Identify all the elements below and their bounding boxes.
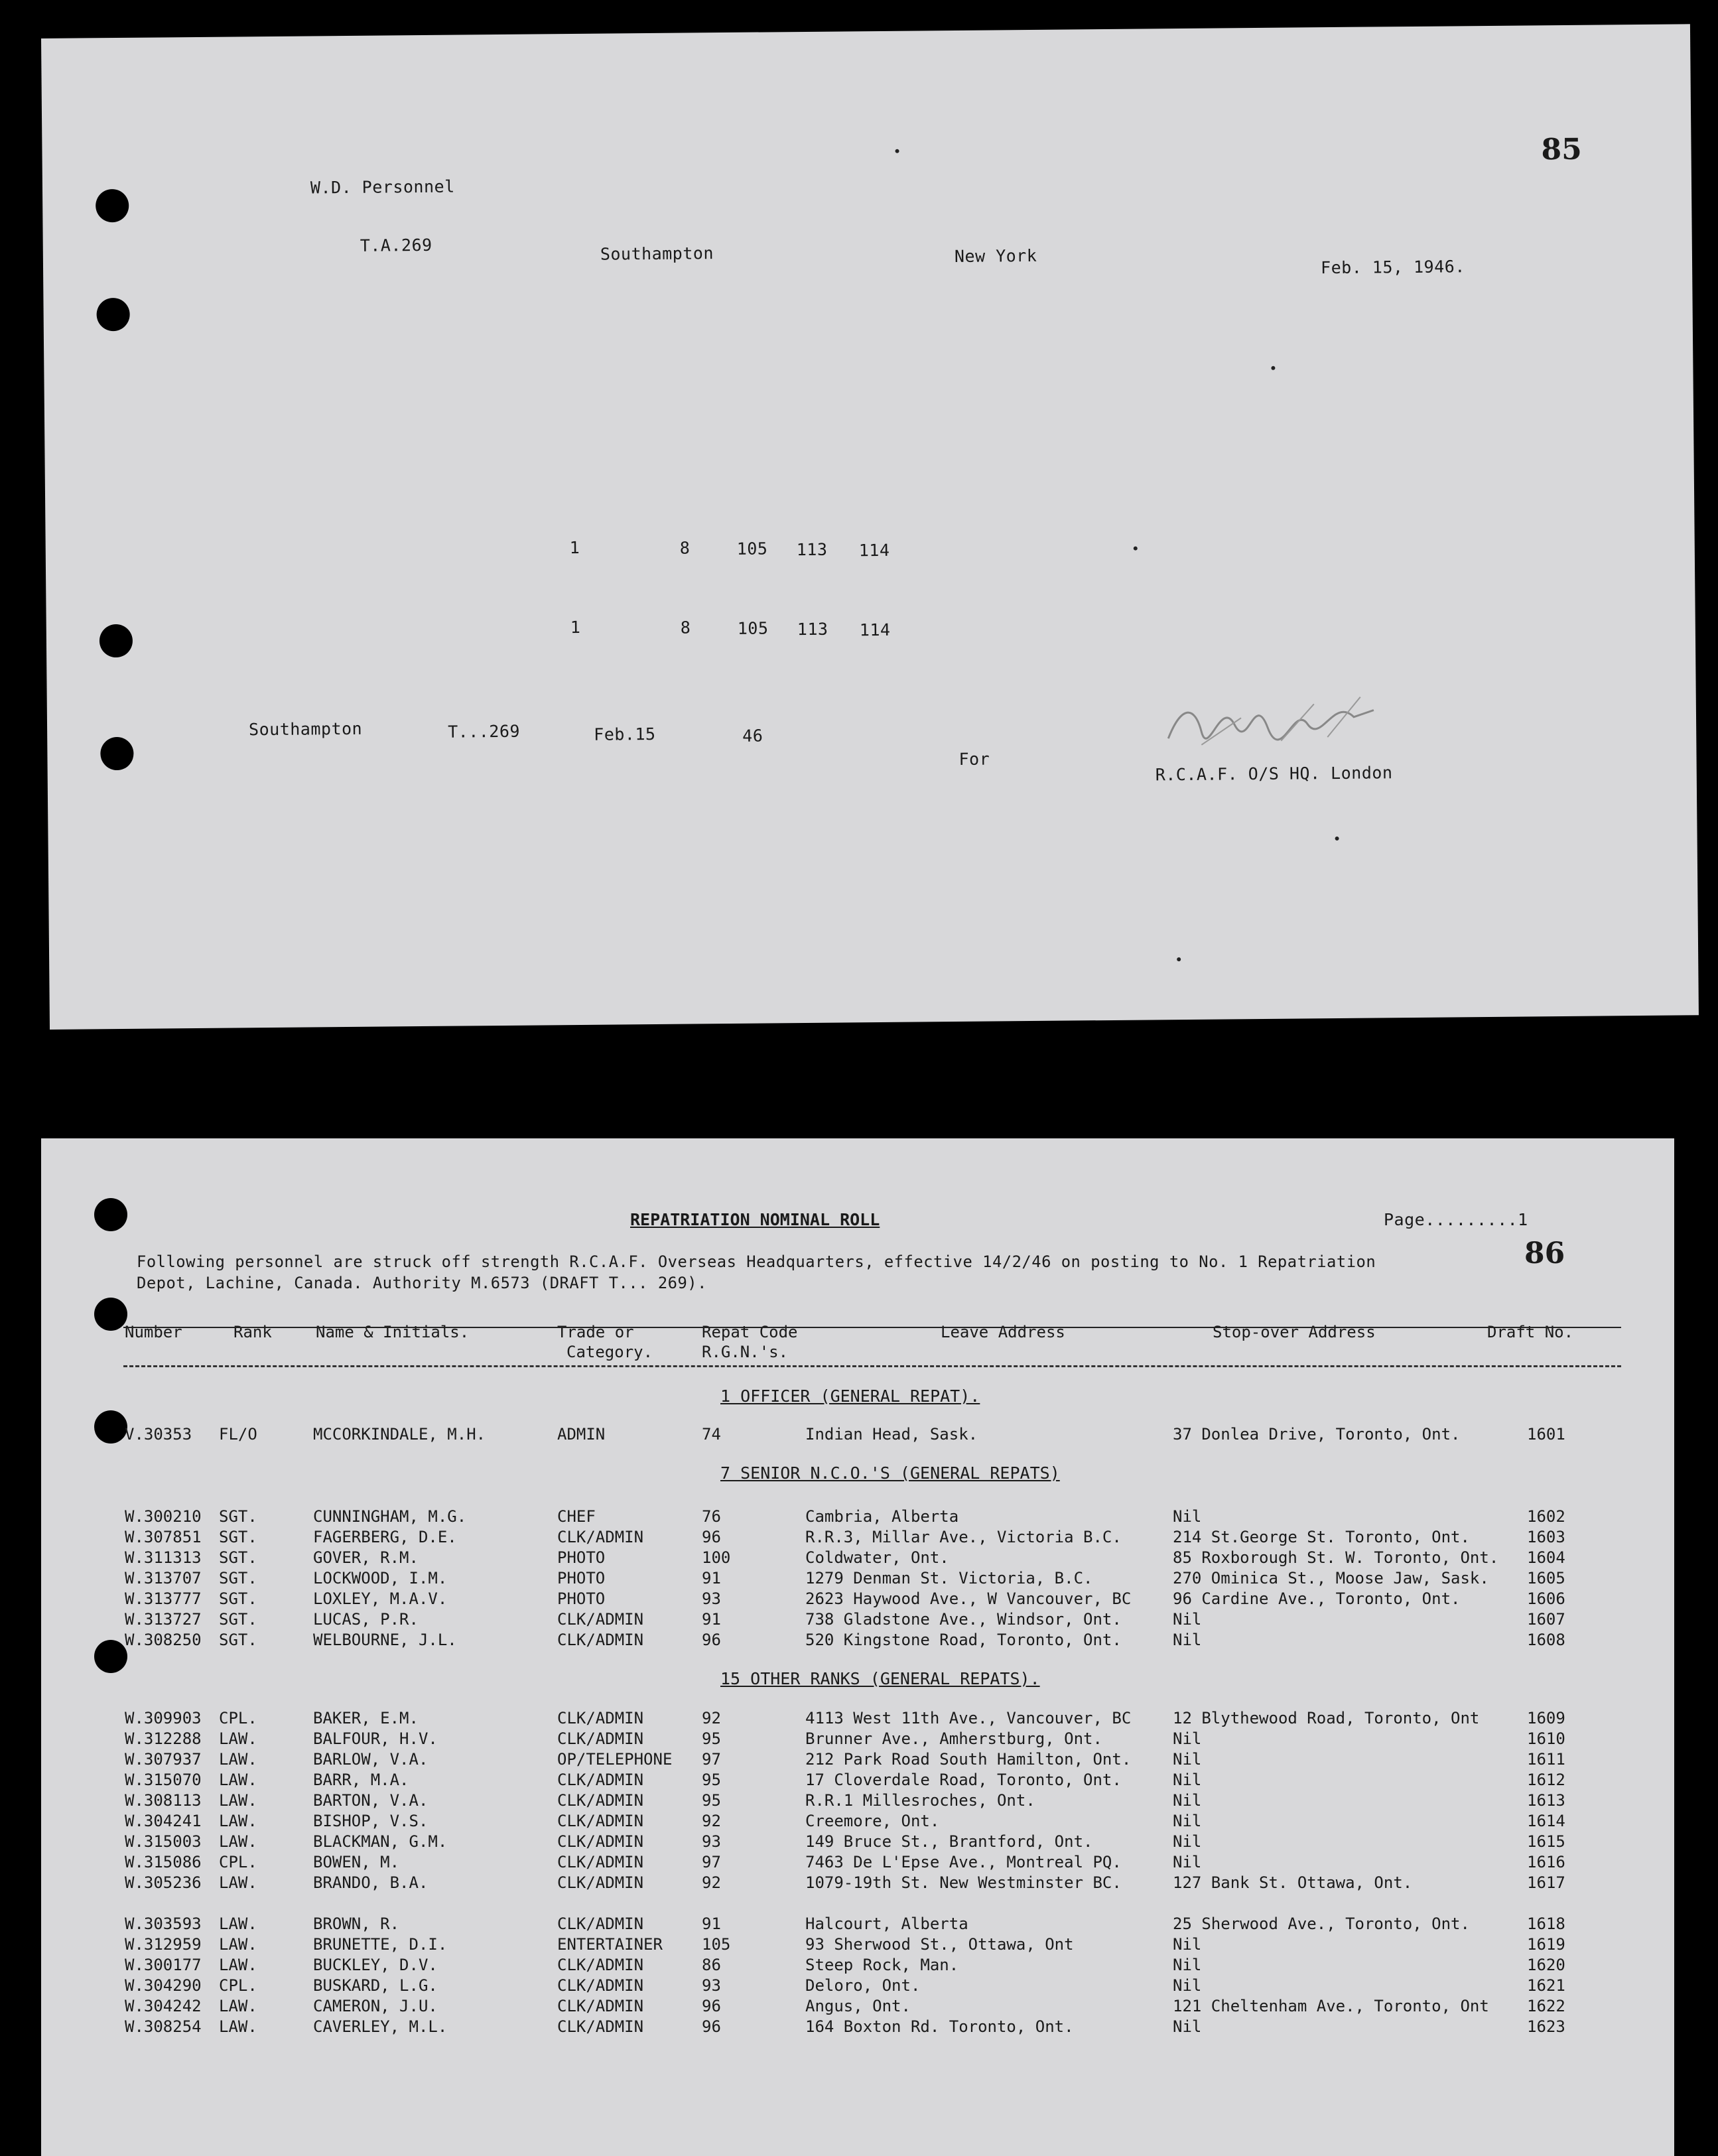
cell-stopover-address: Nil: [1173, 1610, 1202, 1629]
table-row: [41, 1956, 1674, 1976]
paper-speck: [1271, 366, 1275, 370]
table-row: [41, 1997, 1674, 2017]
cell-draft: 1605: [1527, 1569, 1565, 1587]
cell-number: W.315086: [125, 1853, 202, 1871]
cell-stopover-address: 25 Sherwood Ave., Toronto, Ont.: [1173, 1915, 1470, 1933]
cell-name: BUCKLEY, D.V.: [313, 1956, 438, 1974]
code-cell: 113: [797, 619, 828, 640]
cell-leave-address: 212 Park Road South Hamilton, Ont.: [805, 1750, 1132, 1769]
cell-leave-address: 4113 West 11th Ave., Vancouver, BC: [805, 1709, 1132, 1727]
cell-draft: 1608: [1527, 1631, 1565, 1649]
col-header-draft: Draft No.: [1487, 1323, 1574, 1341]
code-cell: 114: [859, 620, 891, 640]
cell-leave-address: Steep Rock, Man.: [805, 1956, 959, 1974]
cell-draft: 1607: [1527, 1610, 1565, 1629]
table-row: [41, 1589, 1674, 1609]
cell-rank: LAW.: [219, 1729, 257, 1748]
code-cell: 8: [679, 538, 691, 558]
col-header-number: Number: [125, 1323, 182, 1341]
table-row: [41, 1507, 1674, 1527]
cell-rank: LAW.: [219, 1812, 257, 1830]
cell-stopover-address: 37 Donlea Drive, Toronto, Ont.: [1173, 1425, 1461, 1444]
cell-number: W.308254: [125, 2017, 202, 2036]
table-row: [41, 1976, 1674, 1996]
cell-repat: 92: [702, 1812, 721, 1830]
cell-leave-address: 2623 Haywood Ave., W Vancouver, BC: [805, 1589, 1132, 1608]
paper-speck: [1134, 547, 1138, 551]
cell-trade: PHOTO: [557, 1569, 606, 1587]
cell-leave-address: 1079-19th St. New Westminster BC.: [805, 1873, 1122, 1892]
cell-draft: 1615: [1527, 1832, 1565, 1851]
cell-stopover-address: 214 St.George St. Toronto, Ont.: [1173, 1528, 1470, 1546]
cell-trade: PHOTO: [557, 1589, 606, 1608]
code-cell: 1: [570, 617, 581, 638]
cell-trade: CLK/ADMIN: [557, 1853, 644, 1871]
cell-leave-address: Deloro, Ont.: [805, 1976, 921, 1995]
cell-leave-address: Angus, Ont.: [805, 1997, 911, 2015]
code-cell: 8: [680, 618, 691, 638]
cell-repat: 96: [702, 1631, 721, 1649]
cell-name: BOWEN, M.: [313, 1853, 400, 1871]
cell-number: W.307937: [125, 1750, 202, 1769]
roll-title: REPATRIATION NOMINAL ROLL: [630, 1210, 880, 1229]
table-row: [41, 1915, 1674, 1934]
cell-draft: 1603: [1527, 1528, 1565, 1546]
cell-stopover-address: Nil: [1173, 1976, 1202, 1995]
code-cell: 105: [736, 539, 768, 559]
code-cell: 105: [737, 618, 769, 638]
cell-rank: CPL.: [219, 1976, 257, 1995]
table-row: [41, 1610, 1674, 1630]
cell-leave-address: 17 Cloverdale Road, Toronto, Ont.: [805, 1771, 1122, 1789]
cell-draft: 1604: [1527, 1548, 1565, 1567]
cell-name: CUNNINGHAM, M.G.: [313, 1507, 467, 1526]
cell-draft: 1620: [1527, 1956, 1565, 1974]
table-row: [41, 1631, 1674, 1651]
office-label: W.D. Personnel: [310, 176, 455, 198]
punch-hole: [96, 189, 129, 222]
cell-stopover-address: Nil: [1173, 1832, 1202, 1851]
page-number: 85: [1541, 132, 1583, 167]
cell-leave-address: Creemore, Ont.: [805, 1812, 940, 1830]
cell-number: W.308113: [125, 1791, 202, 1810]
cell-repat: 92: [702, 1873, 721, 1892]
cell-name: BUSKARD, L.G.: [313, 1976, 438, 1995]
cell-name: CAVERLEY, M.L.: [313, 2017, 448, 2036]
handwritten-signature: [1161, 677, 1387, 758]
cell-name: CAMERON, J.U.: [313, 1997, 438, 2015]
cell-number: W.313727: [125, 1610, 202, 1629]
cell-stopover-address: Nil: [1173, 1771, 1202, 1789]
cell-stopover-address: 270 Ominica St., Moose Jaw, Sask.: [1173, 1569, 1489, 1587]
cell-trade: CLK/ADMIN: [557, 1709, 644, 1727]
cell-trade: CLK/ADMIN: [557, 1791, 644, 1810]
cell-trade: CLK/ADMIN: [557, 1873, 644, 1892]
signatory-office: R.C.A.F. O/S HQ. London: [1155, 763, 1393, 785]
col-header-repat-2: R.G.N.'s.: [702, 1343, 789, 1361]
cell-number: W.307851: [125, 1528, 202, 1546]
cell-repat: 92: [702, 1709, 721, 1727]
cell-draft: 1618: [1527, 1915, 1565, 1933]
cell-repat: 96: [702, 2017, 721, 2036]
cell-number: W.313707: [125, 1569, 202, 1587]
cell-name: BLACKMAN, G.M.: [313, 1832, 448, 1851]
cell-leave-address: Coldwater, Ont.: [805, 1548, 949, 1567]
cell-rank: SGT.: [219, 1569, 257, 1587]
cell-draft: 1621: [1527, 1976, 1565, 1995]
cell-name: LOXLEY, M.A.V.: [313, 1589, 448, 1608]
cell-leave-address: 164 Boxton Rd. Toronto, Ont.: [805, 2017, 1074, 2036]
cell-rank: SGT.: [219, 1589, 257, 1608]
cell-stopover-address: 96 Cardine Ave., Toronto, Ont.: [1173, 1589, 1461, 1608]
cell-draft: 1616: [1527, 1853, 1565, 1871]
cell-rank: LAW.: [219, 1791, 257, 1810]
cell-leave-address: 738 Gladstone Ave., Windsor, Ont.: [805, 1610, 1122, 1629]
cell-trade: CHEF: [557, 1507, 596, 1526]
cell-trade: CLK/ADMIN: [557, 1976, 644, 1995]
cell-trade: ADMIN: [557, 1425, 606, 1444]
code-cell: 114: [858, 540, 890, 561]
paper-speck: [1177, 957, 1181, 961]
cell-rank: FL/O: [219, 1425, 257, 1444]
cell-leave-address: 93 Sherwood St., Ottawa, Ont: [805, 1935, 1074, 1954]
table-row: [41, 1873, 1674, 1893]
cell-trade: CLK/ADMIN: [557, 1832, 644, 1851]
cell-draft: 1623: [1527, 2017, 1565, 2036]
cell-draft: 1622: [1527, 1997, 1565, 2015]
cell-stopover-address: Nil: [1173, 1791, 1202, 1810]
cell-number: W.312288: [125, 1729, 202, 1748]
cell-trade: CLK/ADMIN: [557, 1997, 644, 2015]
cell-repat: 96: [702, 1528, 721, 1546]
cell-rank: LAW.: [219, 1750, 257, 1769]
cell-leave-address: R.R.3, Millar Ave., Victoria B.C.: [805, 1528, 1122, 1546]
cell-trade: CLK/ADMIN: [557, 1729, 644, 1748]
cell-number: W.308250: [125, 1631, 202, 1649]
cell-stopover-address: 121 Cheltenham Ave., Toronto, Ont: [1173, 1997, 1489, 2015]
cell-trade: CLK/ADMIN: [557, 1528, 644, 1546]
cell-rank: CPL.: [219, 1709, 257, 1727]
cell-draft: 1609: [1527, 1709, 1565, 1727]
cell-draft: 1611: [1527, 1750, 1565, 1769]
cell-stopover-address: Nil: [1173, 1729, 1202, 1748]
cell-trade: CLK/ADMIN: [557, 1915, 644, 1933]
section-title-officer: 1 OFFICER (GENERAL REPAT).: [720, 1386, 980, 1406]
cell-rank: LAW.: [219, 1832, 257, 1851]
punch-hole: [100, 737, 133, 770]
cell-number: W.303593: [125, 1915, 202, 1933]
cell-rank: LAW.: [219, 1873, 257, 1892]
cell-leave-address: Halcourt, Alberta: [805, 1915, 968, 1933]
bottom-document-sheet: [41, 1138, 1674, 2156]
cell-rank: SGT.: [219, 1528, 257, 1546]
col-header-trade-2: Category.: [566, 1343, 653, 1361]
cell-draft: 1602: [1527, 1507, 1565, 1526]
cell-stopover-address: Nil: [1173, 2017, 1202, 2036]
cell-draft: 1610: [1527, 1729, 1565, 1748]
header-top-rule: [123, 1327, 1621, 1328]
col-header-trade: Trade or: [557, 1323, 634, 1341]
cell-draft: 1606: [1527, 1589, 1565, 1608]
intro-line: Depot, Lachine, Canada. Authority M.6573 (DRAFT T... 269).: [137, 1274, 707, 1292]
cell-repat: 96: [702, 1997, 721, 2015]
col-header-repat: Repat Code: [702, 1323, 798, 1341]
punch-hole: [99, 624, 133, 657]
cell-rank: LAW.: [219, 1915, 257, 1933]
cell-leave-address: 149 Bruce St., Brantford, Ont.: [805, 1832, 1093, 1851]
cell-trade: CLK/ADMIN: [557, 1812, 644, 1830]
cell-name: BROWN, R.: [313, 1915, 400, 1933]
cell-leave-address: 7463 De L'Epse Ave., Montreal PQ.: [805, 1853, 1122, 1871]
cell-rank: SGT.: [219, 1507, 257, 1526]
cell-repat: 74: [702, 1425, 721, 1444]
cell-name: FAGERBERG, D.E.: [313, 1528, 457, 1546]
cell-repat: 105: [702, 1935, 731, 1954]
footer-year: 46: [742, 726, 763, 746]
table-row: [41, 1771, 1674, 1790]
cell-stopover-address: Nil: [1173, 1631, 1202, 1649]
cell-number: W.315070: [125, 1771, 202, 1789]
cell-name: LOCKWOOD, I.M.: [313, 1569, 448, 1587]
cell-repat: 91: [702, 1569, 721, 1587]
cell-leave-address: 520 Kingstone Road, Toronto, Ont.: [805, 1631, 1122, 1649]
table-row: [41, 1528, 1674, 1548]
table-row: [41, 1791, 1674, 1811]
paper-speck: [1335, 837, 1339, 841]
cell-stopover-address: Nil: [1173, 1956, 1202, 1974]
cell-trade: PHOTO: [557, 1548, 606, 1567]
cell-name: BRANDO, B.A.: [313, 1873, 429, 1892]
cell-number: W.315003: [125, 1832, 202, 1851]
table-row: [41, 2017, 1674, 2037]
cell-stopover-address: 12 Blythewood Road, Toronto, Ont: [1173, 1709, 1480, 1727]
cell-repat: 91: [702, 1915, 721, 1933]
cell-number: W.300210: [125, 1507, 202, 1526]
table-row: [41, 1812, 1674, 1832]
cell-number: W.309903: [125, 1709, 202, 1727]
punch-hole: [96, 298, 129, 331]
cell-rank: LAW.: [219, 2017, 257, 2036]
destination-port: New York: [954, 245, 1037, 266]
table-row: [41, 1709, 1674, 1729]
cell-leave-address: Indian Head, Sask.: [805, 1425, 978, 1444]
cell-leave-address: Cambria, Alberta: [805, 1507, 959, 1526]
cell-number: W.313777: [125, 1589, 202, 1608]
table-row: [41, 1569, 1674, 1589]
paper-speck: [895, 149, 899, 153]
cell-repat: 95: [702, 1729, 721, 1748]
ta-number: T.A.269: [360, 235, 432, 255]
for-label: For: [958, 749, 990, 769]
table-row: [41, 1832, 1674, 1852]
cell-name: BALFOUR, H.V.: [313, 1729, 438, 1748]
table-row: [41, 1853, 1674, 1873]
cell-number: W.304241: [125, 1812, 202, 1830]
cell-stopover-address: Nil: [1173, 1853, 1202, 1871]
cell-rank: LAW.: [219, 1997, 257, 2015]
cell-name: BAKER, E.M.: [313, 1709, 419, 1727]
header-bottom-rule: [123, 1365, 1621, 1367]
cell-number: W.304242: [125, 1997, 202, 2015]
cell-name: BRUNETTE, D.I.: [313, 1935, 448, 1954]
cell-number: W.305236: [125, 1873, 202, 1892]
cell-trade: CLK/ADMIN: [557, 1956, 644, 1974]
origin-port: Southampton: [600, 243, 714, 264]
cell-rank: SGT.: [219, 1548, 257, 1567]
section-title-senior-ncos: 7 SENIOR N.C.O.'S (GENERAL REPATS): [720, 1463, 1060, 1483]
cell-number: W.312959: [125, 1935, 202, 1954]
col-header-stop: Stop-over Address: [1213, 1323, 1376, 1341]
cell-draft: 1614: [1527, 1812, 1565, 1830]
cell-number: W.311313: [125, 1548, 202, 1567]
cell-repat: 93: [702, 1589, 721, 1608]
cell-name: BARTON, V.A.: [313, 1791, 429, 1810]
cell-repat: 93: [702, 1832, 721, 1851]
cell-number: W.304290: [125, 1976, 202, 1995]
cell-rank: SGT.: [219, 1631, 257, 1649]
cell-repat: 91: [702, 1610, 721, 1629]
cell-draft: 1612: [1527, 1771, 1565, 1789]
cell-repat: 76: [702, 1507, 721, 1526]
cell-rank: LAW.: [219, 1935, 257, 1954]
code-cell: 1: [569, 537, 580, 558]
cell-repat: 93: [702, 1976, 721, 1995]
footer-date: Feb.15: [594, 724, 656, 744]
cell-rank: LAW.: [219, 1771, 257, 1789]
document-date: Feb. 15, 1946.: [1320, 257, 1465, 278]
code-cell: 113: [796, 539, 828, 560]
cell-leave-address: R.R.1 Millesroches, Ont.: [805, 1791, 1035, 1810]
cell-stopover-address: Nil: [1173, 1750, 1202, 1769]
cell-trade: CLK/ADMIN: [557, 2017, 644, 2036]
cell-repat: 95: [702, 1771, 721, 1789]
table-row: [41, 1750, 1674, 1770]
cell-rank: SGT.: [219, 1610, 257, 1629]
cell-repat: 97: [702, 1853, 721, 1871]
table-row: [41, 1548, 1674, 1568]
cell-repat: 95: [702, 1791, 721, 1810]
col-header-rank: Rank: [233, 1323, 272, 1341]
cell-repat: 100: [702, 1548, 731, 1567]
cell-repat: 97: [702, 1750, 721, 1769]
table-row: [41, 1425, 1674, 1445]
table-row: [41, 1935, 1674, 1955]
cell-leave-address: 1279 Denman St. Victoria, B.C.: [805, 1569, 1093, 1587]
col-header-leave: Leave Address: [941, 1323, 1065, 1341]
cell-rank: LAW.: [219, 1956, 257, 1974]
table-row: [41, 1729, 1674, 1749]
cell-draft: 1619: [1527, 1935, 1565, 1954]
cell-trade: CLK/ADMIN: [557, 1771, 644, 1789]
intro-line: Following personnel are struck off strength R.C.A.F. Overseas Headquarters, effective 14/2/46 on posting to No. 1 Repatriation: [137, 1252, 1376, 1271]
cell-trade: ENTERTAINER: [557, 1935, 663, 1954]
cell-stopover-address: Nil: [1173, 1935, 1202, 1954]
cell-draft: 1601: [1527, 1425, 1565, 1444]
cell-trade: OP/TELEPHONE: [557, 1750, 673, 1769]
cell-name: BARLOW, V.A.: [313, 1750, 429, 1769]
cell-name: BISHOP, V.S.: [313, 1812, 429, 1830]
cell-leave-address: Brunner Ave., Amherstburg, Ont.: [805, 1729, 1102, 1748]
page-number: 86: [1524, 1237, 1565, 1270]
cell-name: GOVER, R.M.: [313, 1548, 419, 1567]
cell-number: V.30353: [125, 1425, 192, 1444]
footer-place: Southampton: [248, 718, 363, 740]
cell-name: BARR, M.A.: [313, 1771, 409, 1789]
page-label: Page.........1: [1384, 1210, 1528, 1229]
cell-number: W.300177: [125, 1956, 202, 1974]
section-title-other-ranks: 15 OTHER RANKS (GENERAL REPATS).: [720, 1669, 1040, 1688]
cell-repat: 86: [702, 1956, 721, 1974]
cell-trade: CLK/ADMIN: [557, 1631, 644, 1649]
cell-name: LUCAS, P.R.: [313, 1610, 419, 1629]
footer-ta: T...269: [448, 721, 521, 742]
cell-draft: 1617: [1527, 1873, 1565, 1892]
cell-name: MCCORKINDALE, M.H.: [313, 1425, 486, 1444]
punch-hole: [94, 1298, 127, 1331]
cell-stopover-address: Nil: [1173, 1812, 1202, 1830]
cell-stopover-address: 127 Bank St. Ottawa, Ont.: [1173, 1873, 1413, 1892]
cell-draft: 1613: [1527, 1791, 1565, 1810]
top-document-sheet: [41, 24, 1699, 1030]
cell-stopover-address: Nil: [1173, 1507, 1202, 1526]
col-header-name: Name & Initials.: [316, 1323, 470, 1341]
punch-hole: [94, 1198, 127, 1231]
cell-stopover-address: 85 Roxborough St. W. Toronto, Ont.: [1173, 1548, 1499, 1567]
cell-name: WELBOURNE, J.L.: [313, 1631, 457, 1649]
cell-rank: CPL.: [219, 1853, 257, 1871]
cell-trade: CLK/ADMIN: [557, 1610, 644, 1629]
